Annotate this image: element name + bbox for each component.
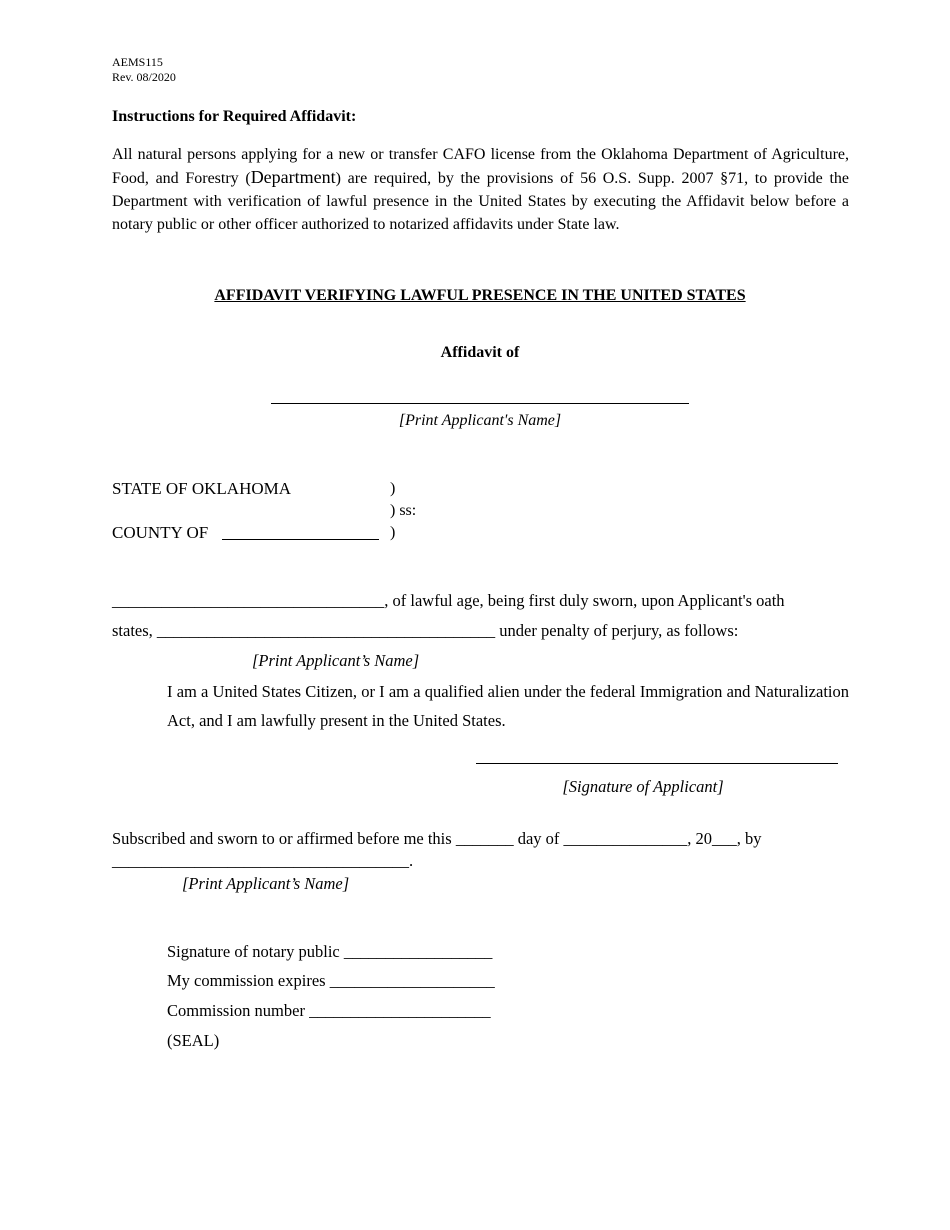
oath-line-2-start: states, — [112, 621, 153, 640]
county-label: COUNTY OF — [112, 523, 209, 542]
oath-line-2 — [112, 619, 738, 642]
applicant-signature-line[interactable] — [476, 763, 838, 764]
subscribed-name-blank[interactable]: ____________________________________. — [112, 851, 414, 870]
oath-line-1 — [112, 589, 785, 612]
instructions-paragraph — [112, 143, 849, 236]
notary-seal: (SEAL) — [167, 1031, 220, 1050]
notary-commission-number-field[interactable]: Commission number ______________________ — [167, 1001, 491, 1020]
oath-statement: I am a United States Citizen, or I am a qualified alien under the federal Immigration and Naturalization Act, and I am lawfully present in the United States. — [167, 682, 849, 730]
applicant-signature-caption: [Signature of Applicant] — [562, 777, 724, 796]
oath-name-blank-2[interactable]: _________________________________________ — [156, 621, 496, 640]
applicant-name-caption: [Print Applicant's Name] — [398, 412, 562, 429]
venue-ss: ) ss: — [390, 502, 417, 519]
county-name-line[interactable] — [222, 539, 379, 540]
subscribed-name-caption: [Print Applicant’s Name] — [182, 874, 350, 893]
venue-paren-3: ) — [390, 524, 396, 541]
affidavit-subtitle: Affidavit of — [440, 344, 520, 361]
notary-commission-expires-field[interactable]: My commission expires ____________________ — [167, 971, 495, 990]
state-label: STATE OF OKLAHOMA — [112, 479, 292, 498]
notary-signature-field[interactable]: Signature of notary public __________________ — [167, 942, 493, 961]
venue-paren-1: ) — [390, 480, 396, 497]
affidavit-title: AFFIDAVIT VERIFYING LAWFUL PRESENCE IN THE UNITED STATES — [214, 287, 746, 304]
subscribed-text: Subscribed and sworn to or affirmed before me this _______ day of _______________, 20___, by — [112, 829, 762, 848]
instructions-heading: Instructions for Required Affidavit: — [112, 108, 357, 125]
form-revision: Rev. 08/2020 — [112, 70, 176, 84]
instructions-text-department: Department — [250, 167, 336, 187]
form-id: AEMS115 — [112, 55, 163, 69]
oath-name-blank-1[interactable]: _________________________________ — [112, 591, 385, 610]
oath-name-caption: [Print Applicant’s Name] — [252, 651, 420, 670]
oath-line-2-text: under penalty of perjury, as follows: — [499, 621, 739, 640]
instructions-text-part2: ) are required, by the provisions of 56 O.S. Supp. 2007 §71, to provide the Department with verification of lawful presence in the United States by executing the Affidavit below before a notary public or other officer authorized to notarized affidavits under State law. — [112, 170, 850, 233]
applicant-name-line[interactable] — [271, 403, 689, 404]
instructions-text-part1: All natural persons applying for a new or transfer CAFO license from the Oklahoma Department of Agriculture, Food, and Forestry ( — [112, 146, 849, 187]
oath-line-1-text: , of lawful age, being first duly sworn, upon Applicant's oath — [384, 591, 785, 610]
